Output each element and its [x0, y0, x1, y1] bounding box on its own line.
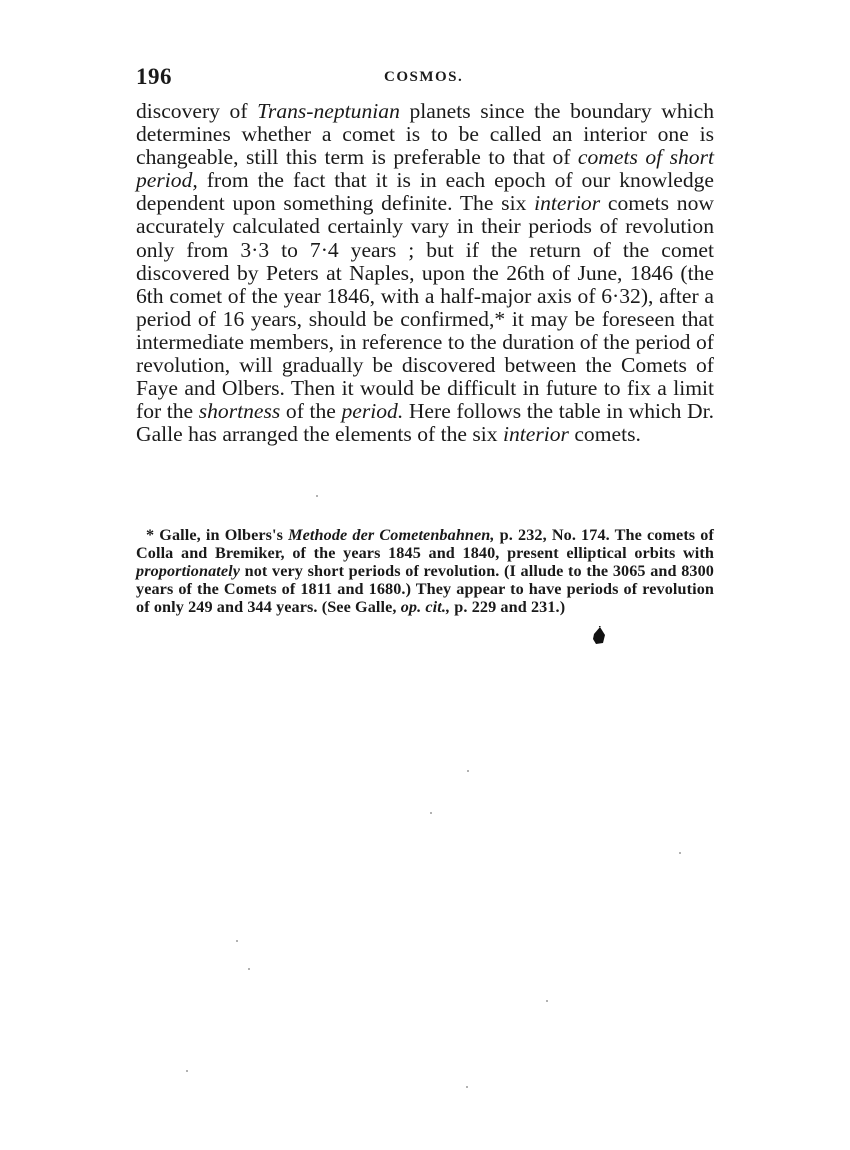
footnote-segment: p. 232, No. 174. The comets of Colla and Bremiker, of the years 1845 and 1840, present elliptical orbits with: [136, 526, 714, 562]
body-segment: of the: [280, 399, 342, 424]
paper-speck: [430, 812, 432, 814]
body-segment: discovery of: [136, 99, 258, 123]
ink-blot-mark: [591, 626, 607, 646]
body-segment-italic: comets of short period,: [136, 145, 714, 193]
body-segment-italic: Trans-neptunian: [257, 99, 400, 123]
body-segment: comets now accurately calculated certainly vary in their periods of revolution only from 3·3 to 7·4 years ; but if the return of the comet discovered by Peters at Naples, upon the 26th of June, 1846 (the 6th comet of the year 1846, with a half-major axis of 6·32), after a period of 16 years, should be confirmed,* it may be foreseen that intermediate members, in reference to the duration of the period of revolution, will gradually be discovered between the Comets of Faye and Olbers. Then it would be difficult in future to fix a limit for the: [136, 191, 714, 424]
running-head: COSMOS.: [384, 69, 464, 85]
footnote: [136, 526, 714, 616]
footnote-segment-italic: op. cit.,: [400, 598, 451, 616]
paper-speck: [248, 968, 250, 970]
footnote-segment-italic: proportionately: [136, 562, 241, 580]
body-segment-italic: interior: [534, 191, 601, 216]
body-segment: planets since the boundary which determines whether a comet is to be called an interior one is changeable, still this term is preferable to that of: [136, 99, 714, 170]
body-segment-italic: period.: [341, 399, 404, 424]
body-segment: from the fact that it is in each epoch of our knowledge dependent upon something definite. The six: [136, 168, 714, 216]
page-number: 196: [136, 64, 172, 89]
paper-speck: [466, 1086, 468, 1088]
footnote-segment: p. 229 and 231.): [450, 598, 566, 616]
page-header: [136, 64, 712, 94]
paper-speck: [316, 495, 318, 497]
body-segment: comets.: [568, 422, 641, 447]
paper-speck: [186, 1070, 188, 1072]
body-segment-italic: interior: [502, 422, 569, 447]
footnote-segment: * Galle, in Olbers's: [146, 526, 289, 544]
paper-speck: [236, 940, 238, 942]
paper-speck: [467, 770, 469, 772]
paper-speck: [546, 1000, 548, 1002]
body-segment: Here follows the table in which Dr. Galle has arranged the elements of the six: [136, 399, 714, 447]
footnote-segment: not very short periods of revolution. (I allude to the 3065 and 8300 years of the Comets of 1811 and 1680.) They appear to have periods of revolution of only 249 and 344 years. (See Galle,: [136, 562, 714, 616]
body-segment-italic: shortness: [198, 399, 281, 424]
footnote-segment-italic: Methode der Cometenbahnen,: [288, 526, 495, 544]
paper-speck: [679, 852, 681, 854]
main-paragraph: [136, 100, 714, 446]
